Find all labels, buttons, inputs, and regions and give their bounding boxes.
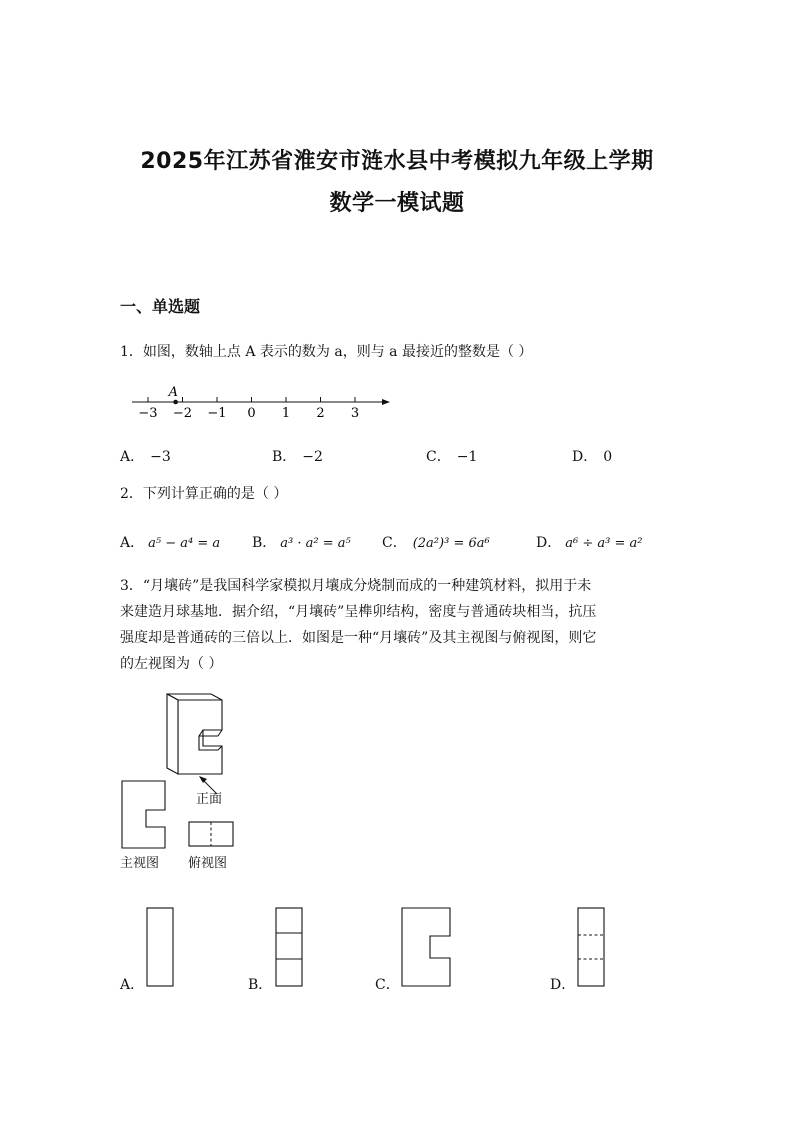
front-label: 正面 [196,792,223,807]
q3-line-2: 来建造月球基地．据介绍，“月壤砖”呈榫卯结构，密度与普通砖块相当，抗压 [120,604,597,620]
number-line-tick-label: 0 [247,406,256,421]
q2-option-c-formula: (2a²)³ = 6a⁶ [412,536,490,551]
q2-option-a [120,532,220,552]
q1-option-d-text: 0 [603,449,613,465]
q1-option-b-text: −2 [302,449,323,465]
q3-option-d-letter: D． [550,977,576,993]
number-line-figure [120,380,400,422]
number-line-ticks [138,397,359,421]
q2-option-d-letter: D． [536,535,562,551]
q2-option-a-formula: a⁵ − a⁴ = a [148,536,221,551]
number-line-tick-label: −2 [172,406,193,421]
moon-brick-3d [167,694,222,774]
q2-option-b [252,532,351,552]
question-3-stem [120,573,680,677]
q2-option-d [536,532,642,552]
q1-option-c [426,446,477,466]
q1-option-d [572,446,612,466]
main-view-label: 主视图 [120,856,160,871]
q3-option-c-shape [402,908,450,986]
number-line-tick-label: −1 [207,406,227,421]
number-line-arrow [382,399,390,405]
q2-option-d-formula: a⁶ ÷ a³ = a² [565,536,643,551]
q1-option-c-letter: C． [426,449,451,465]
q2-option-c [382,532,490,552]
q1-option-a [120,446,171,466]
question-1-stem: 1．如图，数轴上点 A 表示的数为 a，则与 a 最接近的整数是（ ） [120,344,533,360]
point-a-dot [173,400,178,405]
document-title-line1: 2025年江苏省淮安市涟水县中考模拟九年级上学期 [140,149,654,174]
front-arrow-head [199,776,207,783]
q3-line-3: 强度却是普通砖的三倍以上．如图是一种“月壤砖”及其主视图与俯视图，则它 [120,630,597,646]
q2-option-a-letter: A． [120,535,145,551]
q3-line-1: 3．“月壤砖”是我国科学家模拟月壤成分烧制而成的一种建筑材料，拟用于未 [120,578,592,594]
q3-option-d-shape [578,908,604,986]
number-line-tick-label: 1 [281,406,291,421]
number-line-tick-label: 2 [316,406,325,421]
q2-option-b-formula: a³ · a² = a⁵ [280,536,351,551]
document-title-line2: 数学一模试题 [329,191,465,216]
section-heading: 一、单选题 [120,297,201,316]
q2-option-b-letter: B． [252,535,277,551]
q3-option-a-shape [147,908,173,986]
q1-option-b [272,446,323,466]
q1-option-d-letter: D． [572,449,598,465]
q3-option-b-letter: B． [248,977,273,993]
q3-option-a-letter: A． [120,977,145,993]
q1-option-a-letter: A． [120,449,145,465]
number-line-tick-label: 3 [350,406,360,421]
q3-option-c-letter: C． [375,977,400,993]
q1-option-a-text: −3 [150,449,171,465]
q1-option-c-text: −1 [456,449,478,465]
q1-option-b-letter: B． [272,449,297,465]
q2-option-c-letter: C． [382,535,407,551]
q3-option-b-shape [276,908,302,986]
main-view-shape [122,781,165,848]
point-a-label: A [168,385,178,400]
number-line-tick-label: −3 [138,406,158,421]
question-2-stem: 2．下列计算正确的是（ ） [120,486,288,502]
top-view-label: 俯视图 [188,856,228,871]
q3-line-4: 的左视图为（ ） [120,656,223,672]
